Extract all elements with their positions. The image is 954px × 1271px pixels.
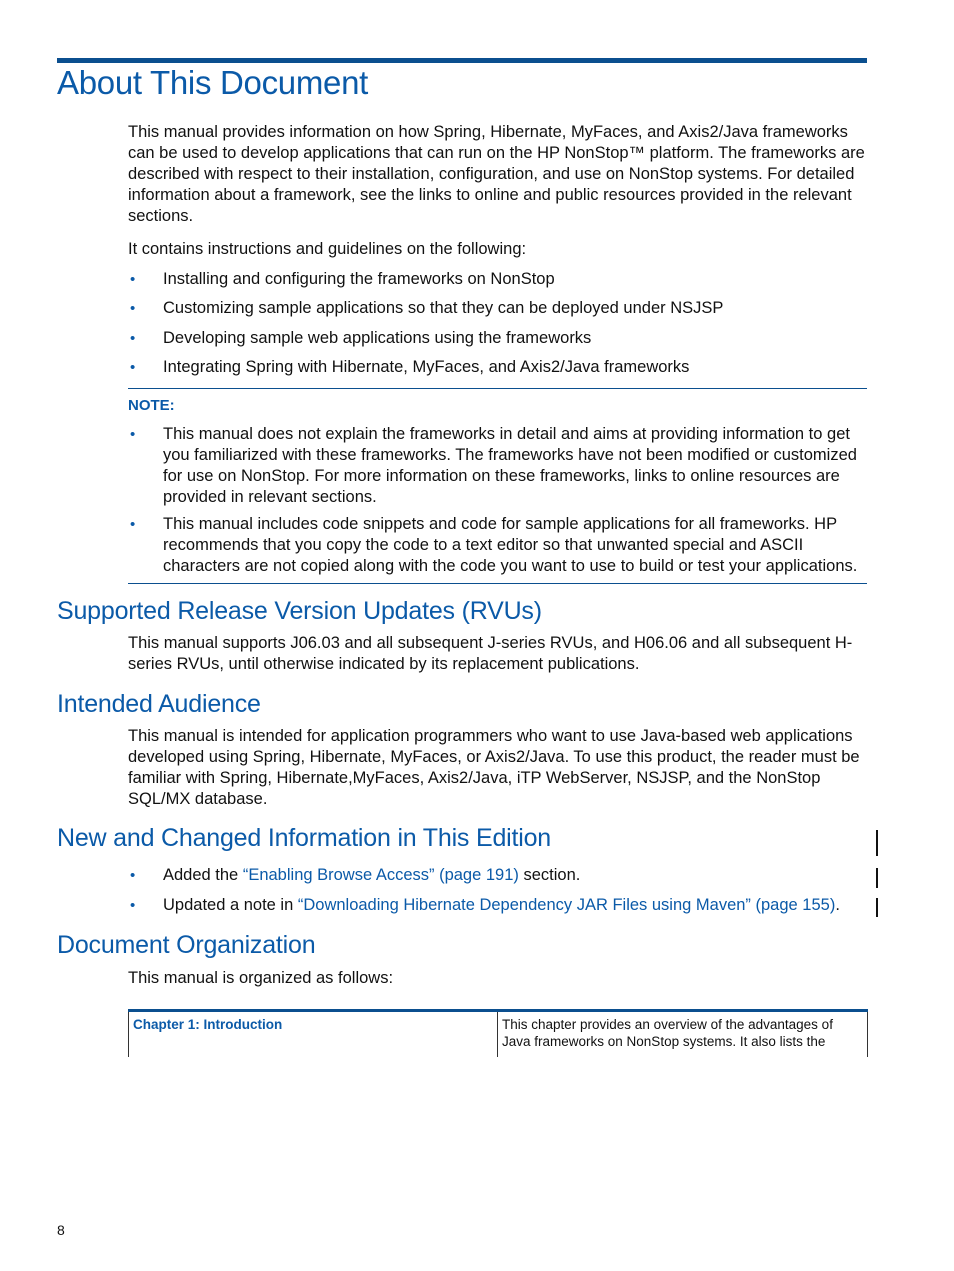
list-item: • Customizing sample applications so that they can be deployed under NSJSP xyxy=(130,299,724,317)
note-bullet-list xyxy=(128,424,867,577)
top-rule xyxy=(57,58,867,63)
bullet-icon: • xyxy=(130,359,136,376)
list-item: • Developing sample web applications using the frameworks xyxy=(130,329,592,347)
note-top-rule xyxy=(128,388,867,389)
table-cell-description: This chapter provides an overview of the advantages of Java frameworks on NonStop systems. It also lists the xyxy=(502,1017,833,1049)
page-number: 8 xyxy=(57,1222,65,1238)
audience-paragraph xyxy=(128,726,867,810)
list-item: • Installing and configuring the frameworks on NonStop xyxy=(130,270,555,288)
enabling-browse-access-link[interactable]: “Enabling Browse Access” (page 191) xyxy=(242,866,519,884)
intro-paragraph xyxy=(128,122,867,227)
audience-heading: Intended Audience xyxy=(57,690,261,718)
table-border-right xyxy=(867,1012,868,1057)
change-bar xyxy=(876,830,878,856)
bullet-icon: • xyxy=(130,300,136,317)
list-item: • Added the “Enabling Browse Access” (page 191) section. xyxy=(130,866,581,884)
list-item: • This manual does not explain the frameworks in detail and aims at providing information to get you familiarized with these frameworks. The frameworks have not been modified or customized for use on NonStop. For more information on these frameworks, links to online resources are provided in relevant sections. xyxy=(130,425,857,506)
list-item: • Integrating Spring with Hibernate, MyFaces, and Axis2/Java frameworks xyxy=(130,358,690,376)
note-label: NOTE: xyxy=(128,397,175,414)
rvus-text: This manual supports J06.03 and all subsequent J-series RVUs, and H06.06 and all subsequent H-series RVUs, until otherwise indicated by its replacement publications. xyxy=(128,634,853,673)
change-bar xyxy=(876,868,878,888)
bullet-icon: • xyxy=(130,271,136,288)
bullet-icon: • xyxy=(130,516,136,533)
rvus-heading: Supported Release Version Updates (RVUs) xyxy=(57,597,542,625)
page-title: About This Document xyxy=(57,64,369,101)
organization-text: This manual is organized as follows: xyxy=(128,969,394,987)
audience-text: This manual is intended for application programmers who want to use Java-based web applications developed using Spring, Hibernate, MyFaces, or Axis2/Java. To use this product, the reader must be familiar with Spring, Hibernate,MyFaces, Axis2/Java, iTP WebServer, NSJSP, and the NonStop SQL/MX database. xyxy=(128,727,860,808)
changes-bullet-list xyxy=(128,865,867,916)
bullet-icon: • xyxy=(130,426,136,443)
organization-table xyxy=(128,1009,868,1057)
intro-bullet-list xyxy=(128,269,867,378)
table-cell-chapter: Chapter 1: Introduction xyxy=(133,1017,283,1032)
bullet-icon: • xyxy=(130,867,136,884)
organization-heading: Document Organization xyxy=(57,931,316,959)
intro-text-2: It contains instructions and guidelines on the following: xyxy=(128,240,527,258)
bullet-icon: • xyxy=(130,330,136,347)
intro-text-1: This manual provides information on how Spring, Hibernate, MyFaces, and Axis2/Java frameworks can be used to develop applications that can run on the HP NonStop™ platform. The frameworks are described with respect to their installation, configuration, and use on NonStop systems. For detailed information about a framework, see the links to online and public resources provided in the relevant sections. xyxy=(128,123,865,225)
list-item: • This manual includes code snippets and code for sample applications for all frameworks. HP recommends that you copy the code to a text editor so that unwanted special and ASCII characters are not copied along with the code you want to use to build or test your applications. xyxy=(130,515,858,575)
note-bottom-rule xyxy=(128,583,867,584)
table-top-rule xyxy=(128,1009,868,1012)
list-item: • Updated a note in “Downloading Hibernate Dependency JAR Files using Maven” (page 155). xyxy=(130,896,840,914)
rvus-paragraph xyxy=(128,633,867,675)
downloading-hibernate-link[interactable]: “Downloading Hibernate Dependency JAR Files using Maven” (page 155) xyxy=(297,896,836,914)
organization-paragraph xyxy=(128,968,867,989)
changes-heading: New and Changed Information in This Edition xyxy=(57,824,552,852)
intro-paragraph-2 xyxy=(128,239,867,260)
bullet-icon: • xyxy=(130,897,136,914)
table-column-divider xyxy=(497,1012,498,1057)
table-border-left xyxy=(128,1012,129,1057)
change-bar xyxy=(876,898,878,917)
